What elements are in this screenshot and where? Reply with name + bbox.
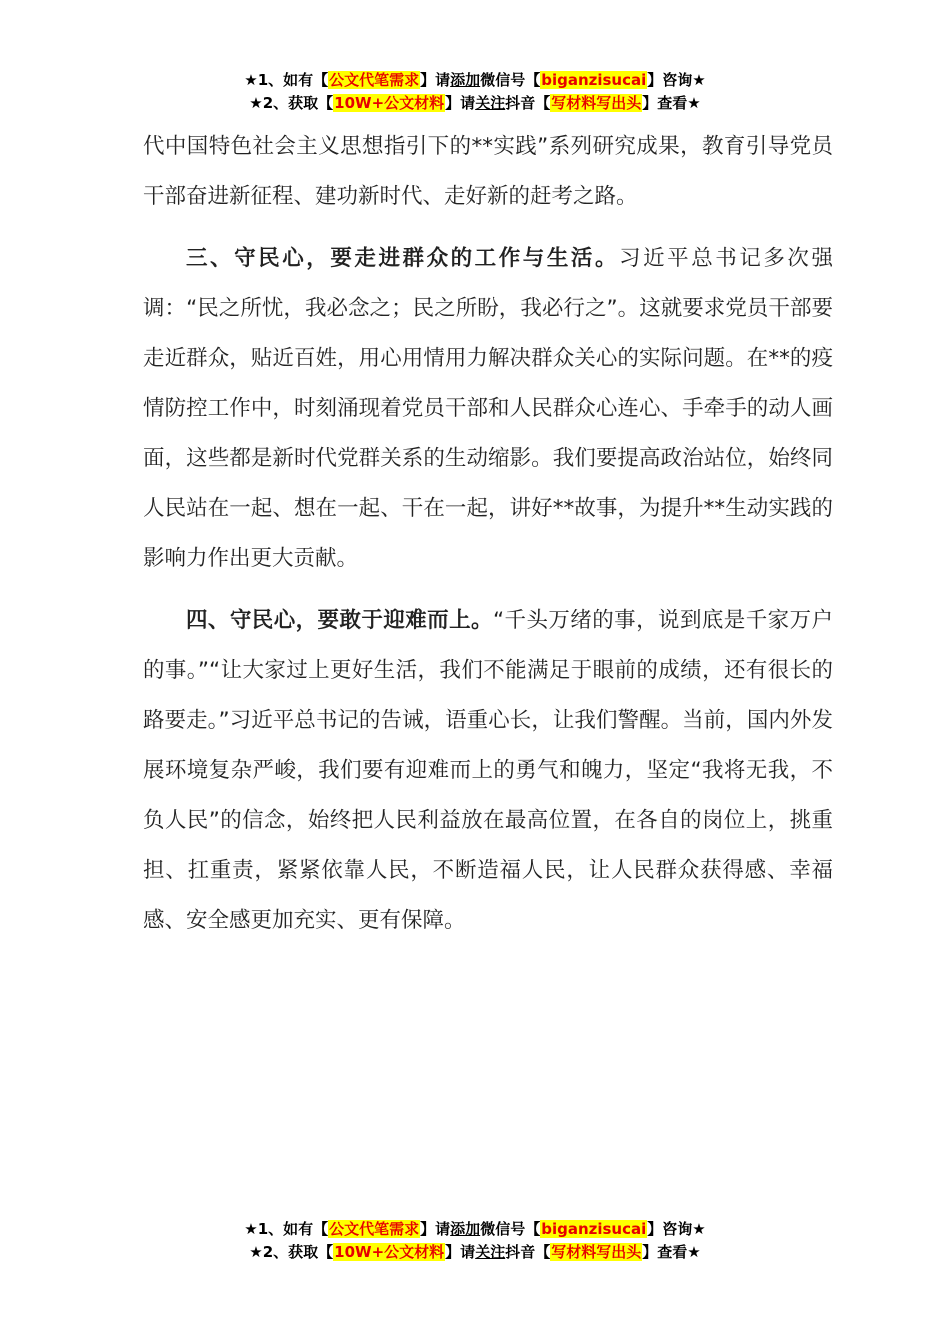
underline-text: 添加 <box>450 1220 481 1238</box>
banner-text: 2、获取【 <box>262 94 334 112</box>
banner-text: 微信号【 <box>480 71 541 89</box>
star-icon: ★ <box>249 1243 263 1261</box>
banner-text: 1、如有【 <box>257 71 329 89</box>
banner-text: 】查看 <box>642 94 688 112</box>
banner-text: 】请 <box>445 94 476 112</box>
section-3-body: 习近平总书记多次强调：“民之所忧，我必念之；民之所盼，我必行之”。这就要求党员干部要走近群众，贴近百姓，用心用情用力解决群众关心的实际问题。在**的疫情防控工作中，时刻涌现着党员干部和人民群众心连心、手牵手的动人画面，这些都是新时代党群关系的生动缩影。我们要提高政治站位，始终同人民站在一起、想在一起、干在一起，讲好**故事，为提升**生动实践的影响力作出更大贡献。 <box>143 246 833 571</box>
header-banner <box>0 69 950 115</box>
highlight-douyin: 写材料写出头 <box>551 1243 642 1261</box>
banner-text: 1、如有【 <box>257 1220 329 1238</box>
document-body <box>143 122 833 946</box>
banner-text: 】咨询 <box>647 71 693 89</box>
highlight-service: 公文代笔需求 <box>329 1220 420 1238</box>
banner-text: 2、获取【 <box>262 1243 334 1261</box>
banner-line-1 <box>0 1218 950 1241</box>
underline-text: 添加 <box>450 71 481 89</box>
paragraph-gap <box>143 584 833 596</box>
star-icon: ★ <box>244 1220 258 1238</box>
banner-line-2 <box>0 1241 950 1264</box>
star-icon: ★ <box>687 94 701 112</box>
section-4-heading: 四、守民心，要敢于迎难而上。 <box>186 608 493 633</box>
paragraph-section-3 <box>143 234 833 584</box>
highlight-service: 公文代笔需求 <box>329 71 420 89</box>
section-3-heading: 三、守民心，要走进群众的工作与生活。 <box>186 246 620 271</box>
banner-text: 】请 <box>420 71 451 89</box>
banner-text: 】查看 <box>642 1243 688 1261</box>
highlight-wechat-id: biganzisucai <box>541 1220 647 1238</box>
star-icon: ★ <box>692 71 706 89</box>
banner-text: 】请 <box>420 1220 451 1238</box>
paragraph-continued: 代中国特色社会主义思想指引下的**实践”系列研究成果，教育引导党员干部奋进新征程、建功新时代、走好新的赶考之路。 <box>143 134 833 209</box>
star-icon: ★ <box>249 94 263 112</box>
highlight-materials: 10W+公文材料 <box>334 1243 445 1261</box>
paragraph-section-4 <box>143 596 833 946</box>
banner-text: 抖音【 <box>505 94 551 112</box>
highlight-materials: 10W+公文材料 <box>334 94 445 112</box>
star-icon: ★ <box>692 1220 706 1238</box>
highlight-wechat-id: biganzisucai <box>541 71 647 89</box>
highlight-douyin: 写材料写出头 <box>551 94 642 112</box>
footer-banner <box>0 1218 950 1264</box>
banner-line-2 <box>0 92 950 115</box>
paragraph-gap <box>143 222 833 234</box>
underline-text: 关注 <box>475 1243 506 1261</box>
banner-text: 】咨询 <box>647 1220 693 1238</box>
star-icon: ★ <box>244 71 258 89</box>
banner-text: 抖音【 <box>505 1243 551 1261</box>
section-4-body: “千头万绪的事，说到底是千家万户的事。”“让大家过上更好生活，我们不能满足于眼前的成绩，还有很长的路要走。”习近平总书记的告诫，语重心长，让我们警醒。当前，国内外发展环境复杂严峻，我们要有迎难而上的勇气和魄力，坚定“我将无我，不负人民”的信念，始终把人民利益放在最高位置，在各自的岗位上，挑重担、扛重责，紧紧依靠人民，不断造福人民，让人民群众获得感、幸福感、安全感更加充实、更有保障。 <box>143 608 833 933</box>
star-icon: ★ <box>687 1243 701 1261</box>
banner-line-1 <box>0 69 950 92</box>
banner-text: 微信号【 <box>480 1220 541 1238</box>
banner-text: 】请 <box>445 1243 476 1261</box>
underline-text: 关注 <box>475 94 506 112</box>
